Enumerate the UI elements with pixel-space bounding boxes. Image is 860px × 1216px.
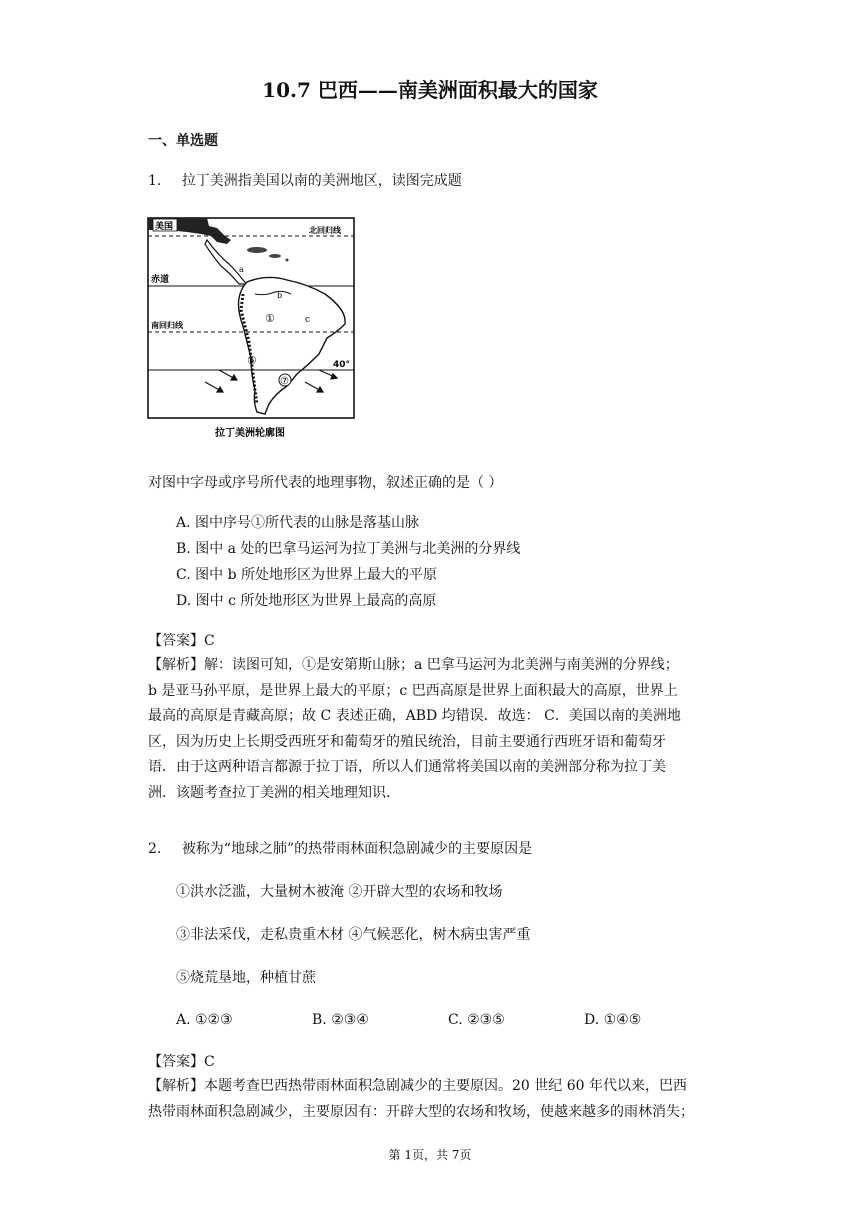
q2-analysis-line: 热带雨林面积急剧减少，主要原因有：开辟大型的农场和牧场，使越来越多的雨林消失； [148,1103,694,1120]
q1-option-a[interactable]: A. 图中序号①所代表的山脉是落基山脉 [176,515,420,531]
section-heading: 一、单选题 [148,133,218,149]
q2-item: ⑤烧荒垦地，种植甘蔗 [176,970,316,986]
map-label-1: ① [265,312,275,325]
q1-answer: 【答案】C [148,633,215,649]
q2-choice-c[interactable]: C. ②③⑤ [448,1012,505,1028]
q1-analysis-line: b 是亚马孙平原，是世界上最大的平原；c 巴西高原是世界上面积最大的高原，世界上 [148,682,678,699]
q1-option-b[interactable]: B. 图中 a 处的巴拿马运河为拉丁美洲与北美洲的分界线 [176,541,521,557]
q2-answer: 【答案】C [148,1054,215,1070]
q1-analysis [148,653,718,806]
q1-analysis-line: 【解析】解：读图可知，①是安第斯山脉；a 巴拿马运河为北美洲与南美洲的分界线； [148,657,679,673]
q1-analysis-line: 洲．该题考查拉丁美洲的相关地理知识． [148,784,400,801]
map-label-7: ⑦ [280,376,289,387]
q2-number: 2. [148,841,162,857]
q2-stem-text: 被称为“地球之肺”的热带雨林面积急剧减少的主要原因是 [181,841,533,857]
map-label-equator: 赤道 [151,275,170,285]
q1-question: 对图中字母或序号所代表的地理事物，叙述正确的是（ ） [148,475,503,491]
q2-analysis-line: 【解析】本题考查巴西热带雨林面积急剧减少的主要原因。20 世纪 60 年代以来，巴西 [148,1078,687,1094]
q1-analysis-line: 语．由于这两种语言都源于拉丁语，所以人们通常将美国以南的美洲部分称为拉丁美 [148,759,666,775]
q1-number: 1. [148,173,162,189]
map-label-tropic-cancer: 北回归线 [309,226,341,235]
map-label-40: 40° [333,360,351,370]
map-label-a: a [239,265,244,274]
map-caption: 拉丁美洲轮廓图 [215,428,285,439]
map-label-c: c [305,315,311,325]
q1-analysis-line: 最高的高原是青藏高原；故 C 表述正确，ABD 均错误．故选： C．美国以南的美洲地 [148,708,681,724]
q2-choice-d[interactable]: D. ①④⑤ [584,1012,642,1028]
map-label-usa: 美国 [155,222,174,232]
q2-item: ③非法采伐，走私贵重木材 ④气候恶化，树木病虫害严重 [176,927,531,943]
page-title: 10.7 巴西——南美洲面积最大的国家 [262,78,598,102]
q1-option-c[interactable]: C. 图中 b 所处地形区为世界上最大的平原 [176,567,437,583]
q2-item: ①洪水泛滥，大量树木被淹 ②开辟大型的农场和牧场 [176,884,503,900]
page-footer: 第 1页，共 7页 [388,1148,472,1162]
map-figure [147,214,357,440]
map-label-b: b [277,291,283,300]
map-label-tropic-capricorn: 南回归线 [151,321,183,330]
q1-option-d[interactable]: D. 图中 c 所处地形区为世界上最高的高原 [176,593,437,609]
q2-analysis [148,1074,718,1125]
map-label-6: ⑥ [247,354,257,367]
q1-analysis-line: 区，因为历史上长期受西班牙和葡萄牙的殖民统治，目前主要通行西班牙语和葡萄牙 [148,733,666,750]
q2-choice-b[interactable]: B. ②③④ [312,1012,369,1028]
latin-america-map [147,214,357,440]
q2-choice-a[interactable]: A. ①②③ [176,1012,233,1028]
q1-stem-text: 拉丁美洲指美国以南的美洲地区，读图完成题 [181,173,462,189]
q1-stem [148,170,462,190]
q2-stem [148,838,532,858]
